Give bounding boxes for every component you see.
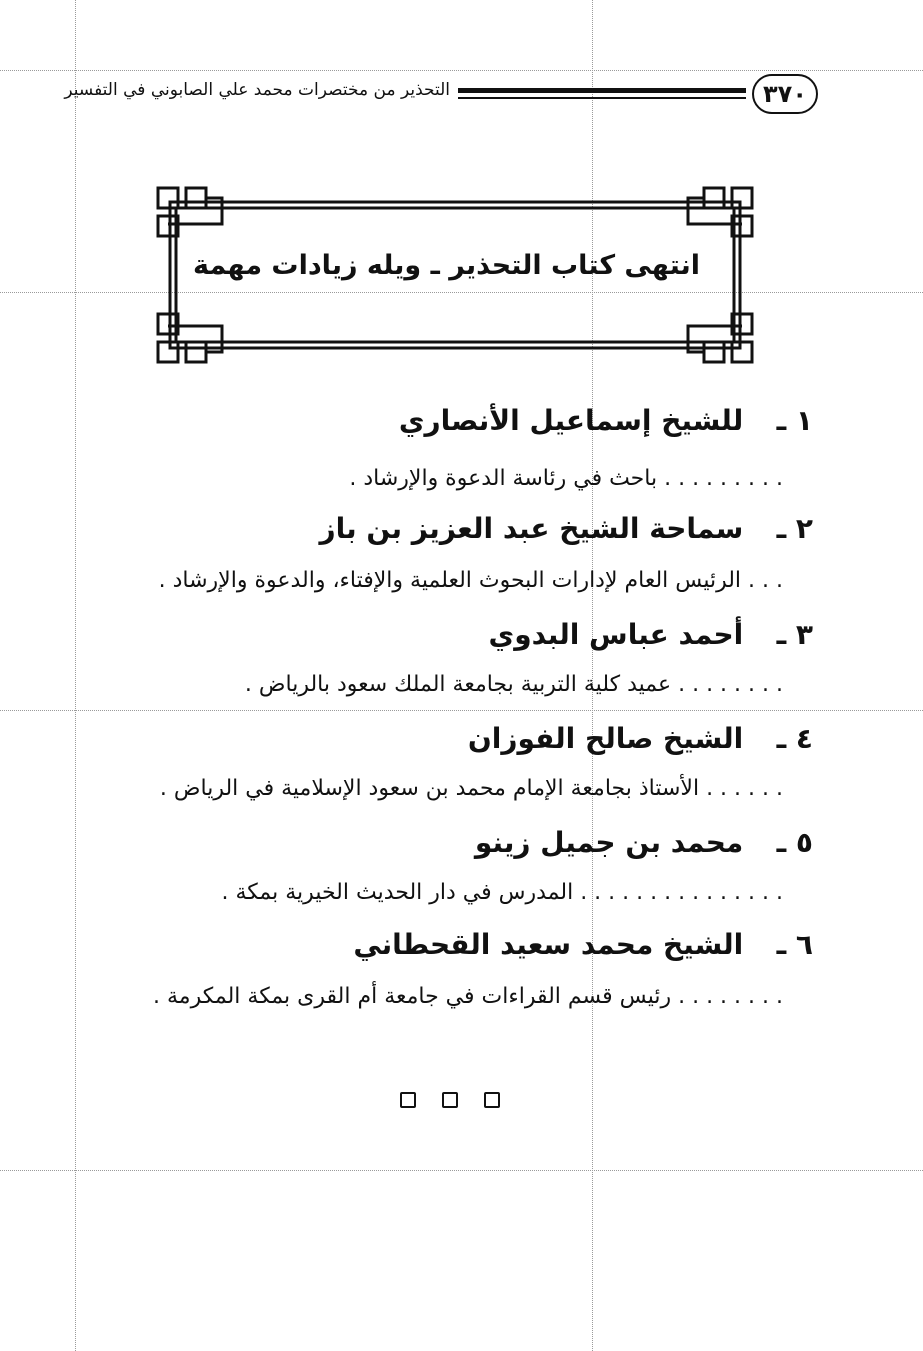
- entry-name: [113, 826, 813, 859]
- entry-description: [118, 776, 783, 801]
- end-square-icon: [484, 1092, 500, 1108]
- scan-guide-line: [75, 0, 76, 1351]
- dot-leader: . . . . . .: [699, 776, 783, 801]
- end-square-icon: [400, 1092, 416, 1108]
- entry-name-text: الشيخ محمد سعيد القحطاني: [353, 928, 744, 961]
- dot-leader: . . .: [741, 568, 783, 593]
- dot-leader: . . . . . . . . .: [657, 466, 783, 491]
- corner-knot-top-left: [158, 188, 222, 236]
- entry-description: [118, 466, 783, 491]
- running-title: التحذير من مختصرات محمد علي الصابوني في التفسير: [64, 80, 450, 100]
- entry-number: ٥ ـ: [776, 826, 813, 859]
- entry-description: [118, 568, 783, 593]
- scan-guide-line: [0, 710, 923, 711]
- dot-leader: . . . . . . . .: [671, 984, 783, 1009]
- entry-description: [118, 880, 783, 905]
- entry-number: ٦ ـ: [776, 928, 813, 961]
- entry-number: ١ ـ: [776, 404, 813, 437]
- dot-leader: . . . . . . . . . . . . . . .: [573, 880, 783, 905]
- entry-description-text: باحث في رئاسة الدعوة والإرشاد .: [349, 466, 658, 491]
- header-rule: [458, 88, 746, 93]
- scan-guide-line: [0, 1170, 923, 1171]
- header-rule-thin: [458, 97, 746, 99]
- entry-number: ٣ ـ: [776, 618, 813, 651]
- corner-knot-bottom-right: [688, 314, 752, 362]
- entry-name-text: الشيخ صالح الفوزان: [467, 722, 744, 755]
- end-ornament: [390, 1090, 510, 1110]
- entry-name: [113, 722, 813, 755]
- entry-number: ٤ ـ: [776, 722, 813, 755]
- entry-name: [113, 618, 813, 651]
- entry-name: [113, 404, 813, 437]
- entry-description-text: رئيس قسم القراءات في جامعة أم القرى بمكة المكرمة .: [153, 984, 672, 1009]
- corner-knot-bottom-left: [158, 314, 222, 362]
- dot-leader: . . . . . . . .: [671, 672, 783, 697]
- entry-description-text: الرئيس العام لإدارات البحوث العلمية والإفتاء، والدعوة والإرشاد .: [158, 568, 742, 593]
- entry-name-text: سماحة الشيخ عبد العزيز بن باز: [319, 512, 744, 545]
- entry-number: ٢ ـ: [776, 512, 813, 545]
- page-number: ٣٧٠: [752, 74, 818, 114]
- entry-name-text: محمد بن جميل زينو: [474, 826, 744, 859]
- entry-name: [113, 928, 813, 961]
- entry-description: [118, 672, 783, 697]
- corner-knot-top-right: [688, 188, 752, 236]
- entry-description-text: الأستاذ بجامعة الإمام محمد بن سعود الإسلامية في الرياض .: [159, 776, 700, 801]
- entry-description-text: المدرس في دار الحديث الخيرية بمكة .: [221, 880, 574, 905]
- entry-description-text: عميد كلية التربية بجامعة الملك سعود بالرياض .: [244, 672, 672, 697]
- frame-title: انتهى كتاب التحذير ـ ويله زيادات مهمة: [193, 250, 700, 281]
- entry-name: [113, 512, 813, 545]
- end-square-icon: [442, 1092, 458, 1108]
- scan-guide-line: [0, 70, 923, 71]
- entry-description: [118, 984, 783, 1009]
- entry-name-text: للشيخ إسماعيل الأنصاري: [398, 404, 744, 437]
- entry-name-text: أحمد عباس البدوي: [488, 618, 744, 651]
